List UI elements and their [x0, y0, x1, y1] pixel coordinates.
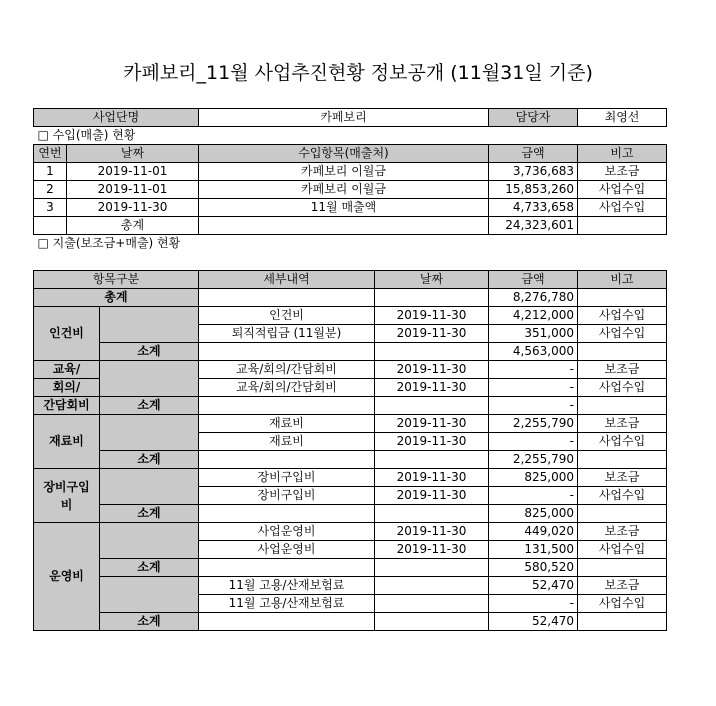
header-item: 수입항목(매출처) — [199, 145, 489, 163]
cell-detail: 교육/회의/간담회비 — [199, 379, 375, 397]
subtotal-row — [34, 559, 667, 577]
subtotal-label: 소계 — [100, 505, 199, 523]
cell-date — [375, 577, 489, 595]
subtotal-row — [34, 505, 667, 523]
subtotal-row — [34, 451, 667, 469]
cell-amount: - — [489, 433, 578, 451]
category-materials: 재료비 — [34, 415, 100, 469]
header-detail: 세부내역 — [199, 271, 375, 289]
cell-amount: 4,733,658 — [489, 199, 578, 217]
cell-detail: 장비구입비 — [199, 469, 375, 487]
header-date: 날짜 — [375, 271, 489, 289]
header-category: 항목구분 — [34, 271, 199, 289]
cell-amount: - — [489, 595, 578, 613]
info-row — [34, 109, 667, 127]
category-equipment-line2: 비 — [60, 497, 73, 512]
cell-date: 2019-11-30 — [375, 433, 489, 451]
project-name: 카페보리 — [199, 109, 489, 127]
subtotal-amount: 825,000 — [489, 505, 578, 523]
cell-no: 1 — [34, 163, 67, 181]
subtotal-label: 소계 — [100, 613, 199, 631]
cell-item: 11월 매출액 — [199, 199, 489, 217]
expense-total-amount: 8,276,780 — [489, 289, 578, 307]
category-education-line2: 회의/ — [34, 379, 100, 397]
cell-date: 2019-11-30 — [375, 469, 489, 487]
income-total-row — [34, 217, 667, 235]
subtotal-amount: - — [489, 397, 578, 415]
header-no: 연번 — [34, 145, 67, 163]
cell-note: 사업수입 — [578, 199, 667, 217]
cell-note: 사업수입 — [578, 379, 667, 397]
cell-detail: 장비구입비 — [199, 487, 375, 505]
expense-table — [33, 270, 667, 631]
table-row — [34, 361, 667, 379]
cell-amount: 3,736,683 — [489, 163, 578, 181]
cell-amount: 449,020 — [489, 523, 578, 541]
cell-note: 사업수입 — [578, 487, 667, 505]
cell-date: 2019-11-30 — [67, 199, 199, 217]
category-education-line1: 교육/ — [34, 361, 100, 379]
cell-note: 보조금 — [578, 523, 667, 541]
category-education-line3: 간담회비 — [34, 397, 100, 415]
category-operation: 운영비 — [34, 523, 100, 631]
subtotal-row — [34, 613, 667, 631]
cell-date — [375, 595, 489, 613]
cell-note: 보조금 — [578, 163, 667, 181]
cell-note: 사업수입 — [578, 433, 667, 451]
cell-note: 사업수입 — [578, 595, 667, 613]
expense-total-row — [34, 289, 667, 307]
table-row — [34, 415, 667, 433]
cell-no: 2 — [34, 181, 67, 199]
cell-detail: 재료비 — [199, 415, 375, 433]
manager-name: 최영선 — [578, 109, 667, 127]
subtotal-label: 소계 — [100, 451, 199, 469]
cell-detail: 퇴직적립금 (11월분) — [199, 325, 375, 343]
header-amount: 금액 — [489, 145, 578, 163]
table-row — [34, 307, 667, 325]
cell-amount: 52,470 — [489, 577, 578, 595]
cell-note: 보조금 — [578, 415, 667, 433]
subtotal-row — [34, 397, 667, 415]
cell-date: 2019-11-30 — [375, 415, 489, 433]
cell-amount: 15,853,260 — [489, 181, 578, 199]
cell-note: 사업수입 — [578, 181, 667, 199]
category-equipment — [34, 469, 100, 523]
cell-detail: 사업운영비 — [199, 523, 375, 541]
table-row — [34, 199, 667, 217]
subtotal-row — [34, 343, 667, 361]
cell-detail: 재료비 — [199, 433, 375, 451]
cell-amount: 2,255,790 — [489, 415, 578, 433]
income-total-amount: 24,323,601 — [489, 217, 578, 235]
cell-note: 사업수입 — [578, 541, 667, 559]
header-amount: 금액 — [489, 271, 578, 289]
table-row — [34, 469, 667, 487]
cell-amount: 131,500 — [489, 541, 578, 559]
subtotal-amount: 52,470 — [489, 613, 578, 631]
cell-detail: 인건비 — [199, 307, 375, 325]
cell-note: 보조금 — [578, 361, 667, 379]
category-labor: 인건비 — [34, 307, 100, 361]
cell-date: 2019-11-30 — [375, 523, 489, 541]
cell-item: 카페보리 이월금 — [199, 163, 489, 181]
manager-label: 담당자 — [489, 109, 578, 127]
cell-amount: - — [489, 361, 578, 379]
cell-note: 사업수입 — [578, 325, 667, 343]
table-row — [34, 181, 667, 199]
cell-note: 보조금 — [578, 469, 667, 487]
cell-date: 2019-11-30 — [375, 487, 489, 505]
category-equipment-line1: 장비구입 — [43, 479, 90, 494]
cell-date: 2019-11-30 — [375, 361, 489, 379]
header-date: 날짜 — [67, 145, 199, 163]
cell-detail: 사업운영비 — [199, 541, 375, 559]
cell-date: 2019-11-30 — [375, 541, 489, 559]
table-row — [34, 577, 667, 595]
header-note: 비고 — [578, 145, 667, 163]
table-row — [34, 523, 667, 541]
subtotal-label: 소계 — [100, 343, 199, 361]
subtotal-amount: 4,563,000 — [489, 343, 578, 361]
cell-date: 2019-11-01 — [67, 181, 199, 199]
subtotal-amount: 2,255,790 — [489, 451, 578, 469]
cell-note: 보조금 — [578, 577, 667, 595]
cell-note: 사업수입 — [578, 307, 667, 325]
cell-date: 2019-11-01 — [67, 163, 199, 181]
cell-amount: - — [489, 379, 578, 397]
cell-item: 카페보리 이월금 — [199, 181, 489, 199]
cell-detail: 11월 고용/산재보험료 — [199, 577, 375, 595]
project-label: 사업단명 — [34, 109, 199, 127]
cell-amount: 825,000 — [489, 469, 578, 487]
cell-amount: - — [489, 487, 578, 505]
header-note: 비고 — [578, 271, 667, 289]
cell-date: 2019-11-30 — [375, 307, 489, 325]
cell-date: 2019-11-30 — [375, 325, 489, 343]
subtotal-label: 소계 — [100, 397, 199, 415]
cell-date: 2019-11-30 — [375, 379, 489, 397]
income-total-label: 총계 — [67, 217, 199, 235]
income-section-title: □ 수입(매출) 현황 — [37, 128, 136, 142]
page-title: 카페보리_11월 사업추진현황 정보공개 (11월31일 기준) — [123, 62, 593, 84]
income-table — [33, 108, 667, 252]
income-header-row — [34, 145, 667, 163]
cell-amount: 351,000 — [489, 325, 578, 343]
subtotal-amount: 580,520 — [489, 559, 578, 577]
cell-detail: 11월 고용/산재보험료 — [199, 595, 375, 613]
cell-detail: 교육/회의/간담회비 — [199, 361, 375, 379]
subtotal-label: 소계 — [100, 559, 199, 577]
cell-amount: 4,212,000 — [489, 307, 578, 325]
expense-total-label: 총계 — [34, 289, 199, 307]
table-row — [34, 163, 667, 181]
expense-section-title: □ 지출(보조금+매출) 현황 — [37, 236, 181, 250]
cell-no: 3 — [34, 199, 67, 217]
expense-header-row — [34, 271, 667, 289]
